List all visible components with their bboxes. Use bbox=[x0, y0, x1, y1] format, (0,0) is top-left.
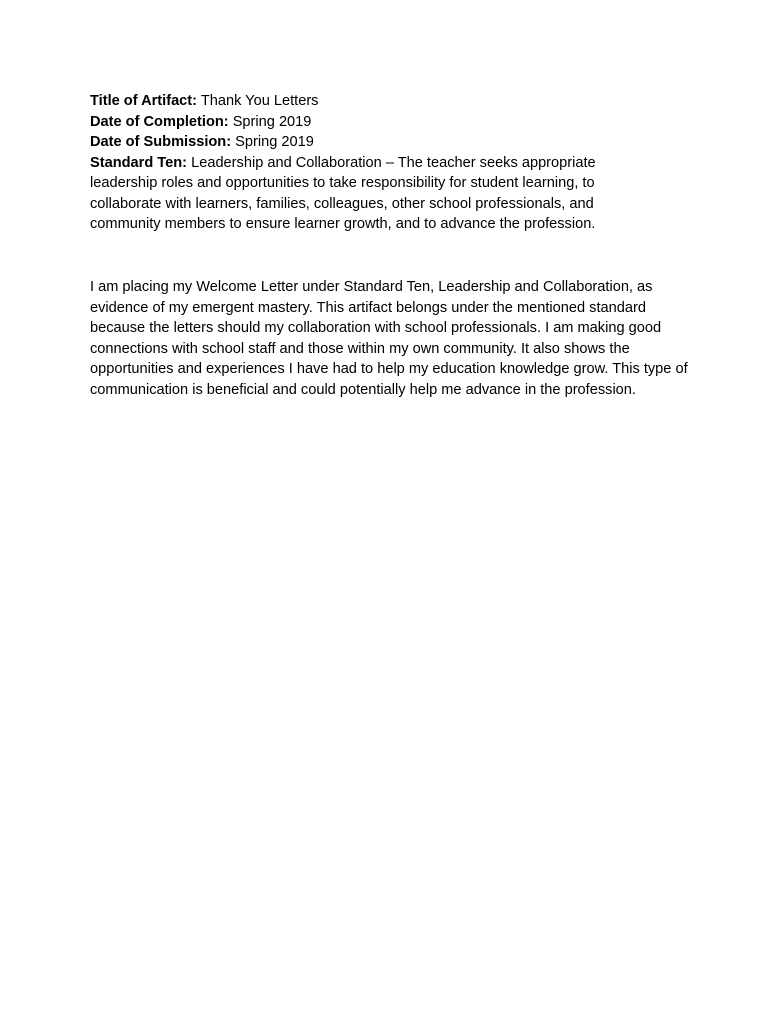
date-of-submission-line bbox=[90, 132, 650, 153]
date-of-completion-value: Spring 2019 bbox=[232, 113, 312, 130]
standard-ten-label: Standard Ten: bbox=[90, 154, 188, 171]
date-of-submission-value: Spring 2019 bbox=[235, 134, 314, 150]
date-of-submission-label: Date of Submission: bbox=[90, 134, 232, 150]
title-of-artifact-label: Title of Artifact: bbox=[90, 93, 198, 109]
reflection-paragraph: I am placing my Welcome Letter under Standard Ten, Leadership and Collaboration, as evidence of my emergent mastery. This artifact belongs under the mentioned standard because the letters should my collaboration with school professionals. I am making good connections with school staff and those within my own community. It also shows the opportunities and experiences I have had to help my education knowledge grow. This type of communication is beneficial and could potentially help me advance in the profession. bbox=[90, 279, 688, 398]
standard-ten-description: Leadership and Collaboration – The teacher seeks appropriate leadership roles and opportunities to take responsibility for student learning, to collaborate with learners, families, colleagues, other school professionals, and community members to ensure learner growth, and to advance the profession. bbox=[90, 154, 596, 232]
standard-ten-line bbox=[90, 153, 650, 235]
date-of-completion-label: Date of Completion: bbox=[90, 113, 229, 130]
date-of-completion-line bbox=[90, 112, 650, 133]
title-of-artifact-value: Thank You Letters bbox=[200, 93, 319, 109]
title-of-artifact-line bbox=[90, 91, 650, 112]
artifact-metadata bbox=[90, 91, 650, 235]
